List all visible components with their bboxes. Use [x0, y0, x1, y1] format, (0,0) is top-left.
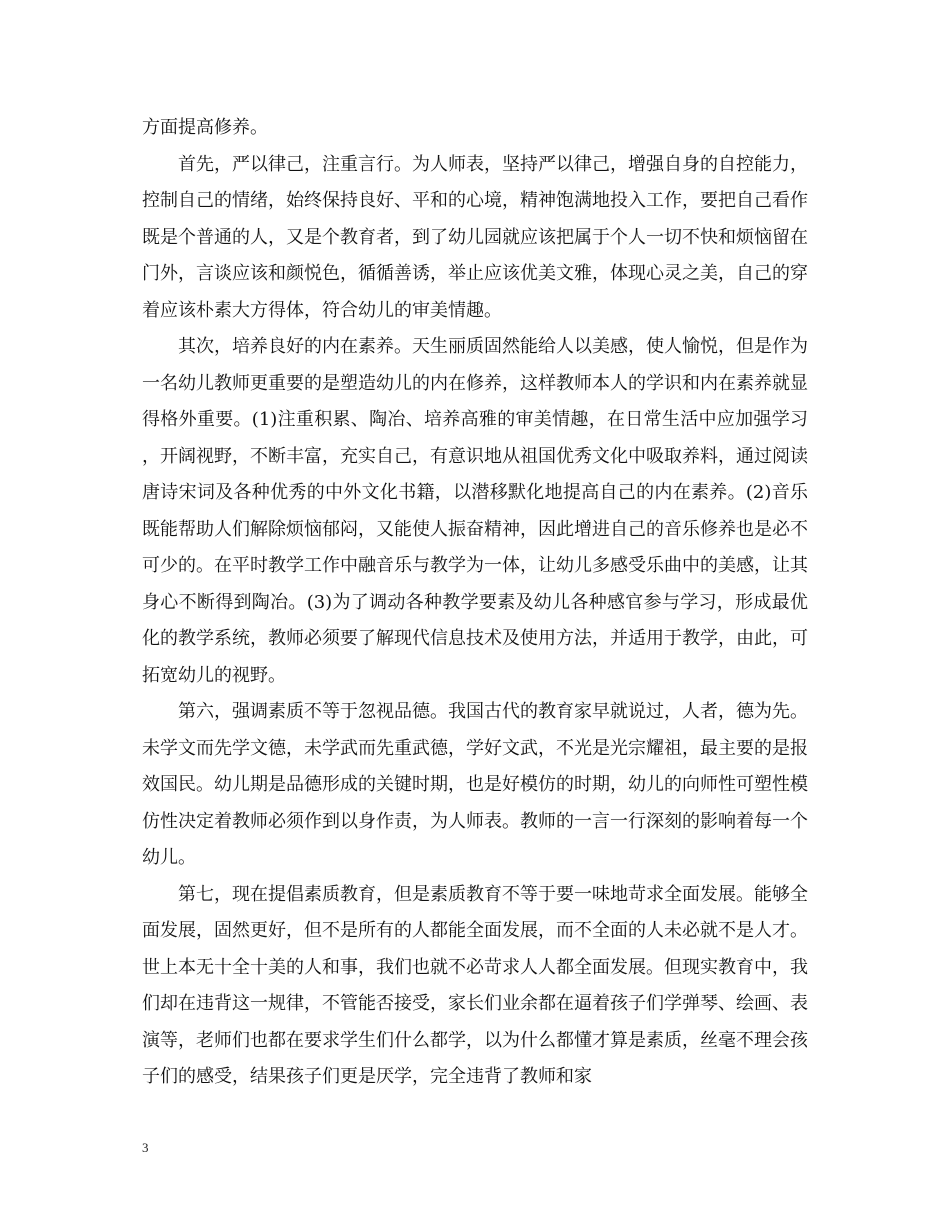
page-number: 3 [142, 1140, 149, 1155]
paragraph-quality-education: 第七，现在提倡素质教育，但是素质教育不等于要一味地苛求全面发展。能够全面发展，固然更好，但不是所有的人都能全面发展，而不全面的人未必就不是人才。世上本无十全十美的人和事，我们也就不必苛求人人都全面发展。但现实教育中，我们却在违背这一规律，不管能否接受，家长们业余都在逼着孩子们学弹琴、绘画、表演等，老师们也都在要求学生们什么都学，以为什么都懂才算是素质，丝毫不理会孩子们的感受，结果孩子们更是厌学，完全违背了教师和家 [142, 883, 808, 1087]
paragraph-inner-cultivation: 其次，培养良好的内在素养。天生丽质固然能给人以美感，使人愉悦，但是作为一名幼儿教师更重要的是塑造幼儿的内在修养，这样教师本人的学识和内在素养就显得格外重要。(1)注重积累、陶冶、培养高雅的审美情趣，在日常生活中应加强学习，开阔视野，不断丰富，充实自己，有意识地从祖国优秀文化中吸取养料，通过阅读唐诗宋词及各种优秀的中外文化书籍，以潜移默化地提高自己的内在素养。(2)音乐既能帮助人们解除烦恼郁闷，又能使人振奋精神，因此增进自己的音乐修养也是必不可少的。在平时教学工作中融音乐与教学为一体，让幼儿多感受乐曲中的美感，让其身心不断得到陶冶。(3)为了调动各种教学要素及幼儿各种感官参与学习，形成最优化的教学系统，教师必须要了解现代信息技术及使用方法，并适用于教学，由此，可拓宽幼儿的视野。 [142, 336, 808, 686]
paragraph-moral-education: 第六，强调素质不等于忽视品德。我国古代的教育家早就说过，人者，德为先。未学文而先学文德，未学武而先重武德，学好文武，不光是光宗耀祖，最主要的是报效国民。幼儿期是品德形成的关键时期，也是好模仿的时期，幼儿的向师性可塑性模仿性决定着教师必须作到以身作责，为人师表。教师的一言一行深刻的影响着每一个幼儿。 [142, 701, 808, 868]
paragraph-continuation: 方面提高修养。 [142, 117, 268, 138]
paragraph-self-discipline: 首先，严以律己，注重言行。为人师表，坚持严以律己，增强自身的自控能力，控制自己的情绪，始终保持良好、平和的心境，精神饱满地投入工作，要把自己看作既是个普通的人，又是个教育者，到了幼儿园就应该把属于个人一切不快和烦恼留在门外，言谈应该和颜悦色，循循善诱，举止应该优美文雅，体现心灵之美，自己的穿着应该朴素大方得体，符合幼儿的审美情趣。 [142, 153, 808, 321]
document-body [142, 110, 808, 1096]
